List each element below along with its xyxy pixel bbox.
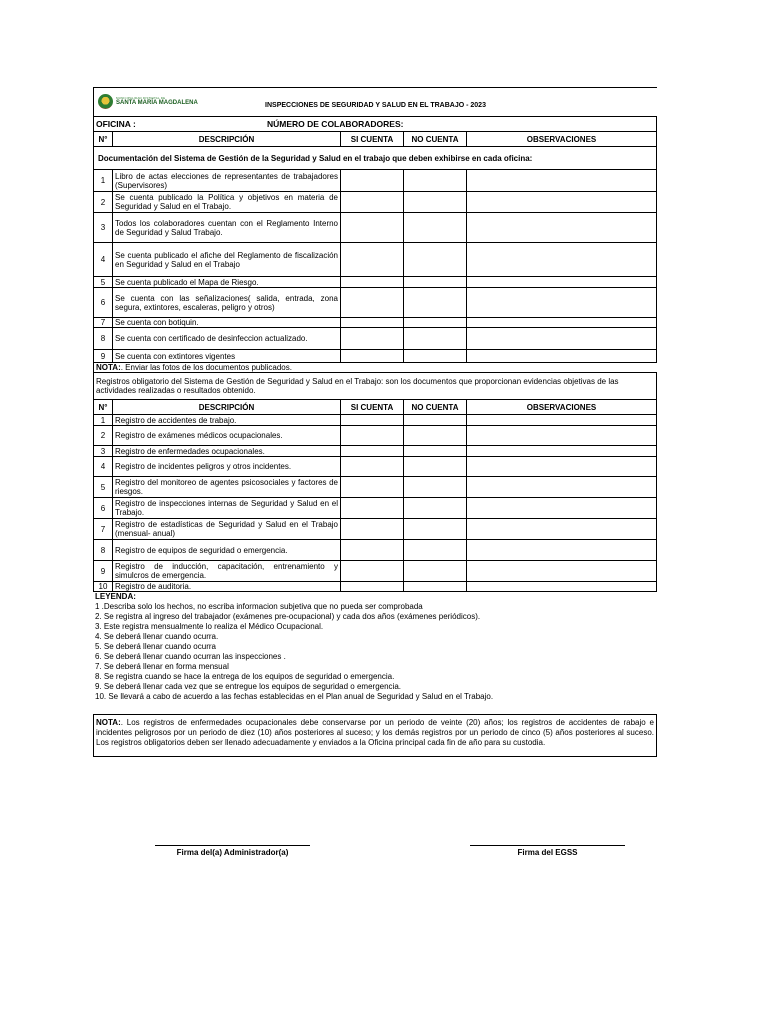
logo-caption: MUNICIPALIDAD DISTRITAL DE [116,96,166,100]
checklist-row [94,540,657,561]
row-number: 4 [94,457,113,477]
row-number: 2 [94,426,113,446]
no-cuenta-cell[interactable] [404,457,467,477]
section1-note [93,363,657,372]
legend-item: 7. Se deberá llenar en forma mensual [95,662,229,671]
col-obs: OBSERVACIONES [467,400,657,415]
no-cuenta-cell[interactable] [404,477,467,498]
signature-line [155,845,310,846]
signature-admin-label: Firma del(a) Administrador(a) [176,848,289,857]
checklist-row [94,426,657,446]
si-cuenta-cell[interactable] [341,192,404,213]
si-cuenta-cell[interactable] [341,243,404,277]
observaciones-cell[interactable] [467,350,657,363]
signature-line [470,845,625,846]
checklist-row [94,192,657,213]
observaciones-cell[interactable] [467,477,657,498]
observaciones-cell[interactable] [467,243,657,277]
row-description: Registro de auditoria. [113,582,341,592]
row-description: Se cuenta con las señalizaciones( salida, entrada, zona segura, extintores, escaleras, peligro y otros) [113,288,341,318]
row-description: Registro de exámenes médicos ocupacionales. [113,426,341,446]
col-no: NO CUENTA [404,400,467,415]
checklist-row [94,415,657,426]
row-description: Registro del monitoreo de agentes psicosociales y factores de riesgos. [113,477,341,498]
no-cuenta-cell[interactable] [404,415,467,426]
col-num: N° [94,132,113,147]
no-cuenta-cell[interactable] [404,318,467,328]
row-number: 3 [94,213,113,243]
row-description: Registro de estadísticas de Seguridad y Salud en el Trabajo (mensual- anual) [113,519,341,540]
row-number: 1 [94,170,113,192]
si-cuenta-cell[interactable] [341,498,404,519]
si-cuenta-cell[interactable] [341,170,404,192]
observaciones-cell[interactable] [467,426,657,446]
checklist-row [94,561,657,582]
si-cuenta-cell[interactable] [341,561,404,582]
si-cuenta-cell[interactable] [341,277,404,288]
note-label: NOTA: [96,363,121,372]
no-cuenta-cell[interactable] [404,561,467,582]
row-description: Se cuenta publicado el afiche del Reglamento de fiscalización en Seguridad y Salud en el Trabajo [113,243,341,277]
no-cuenta-cell[interactable] [404,213,467,243]
row-number: 2 [94,192,113,213]
signature-egss [470,845,625,857]
form-header [93,88,657,116]
legend-item: 9. Se deberá llenar cada vez que se entregue los equipos de seguridad o emergencia. [95,682,401,691]
signature-egss-label: Firma del EGSS [517,848,578,857]
col-desc: DESCRIPCIÓN [113,400,341,415]
legend-item: 1 .Describa solo los hechos, no escriba informacion subjetiva que no pueda ser comprobada [95,602,423,611]
col-no: NO CUENTA [404,132,467,147]
table-header-1 [94,132,657,147]
row-description: Libro de actas elecciones de representantes de trabajadores (Supervisores) [113,170,341,192]
collaborators-label: NÚMERO DE COLABORADORES: [267,118,404,129]
row-description: Todos los colaboradores cuentan con el Reglamento Interno de Seguridad y Salud Trabajo. [113,213,341,243]
row-description: Se cuenta publicado la Política y objetivos en materia de Seguridad y Salud en el Trabajo. [113,192,341,213]
checklist-row [94,277,657,288]
row-description: Registro de inspecciones internas de Seguridad y Salud en el Trabajo. [113,498,341,519]
si-cuenta-cell[interactable] [341,582,404,592]
observaciones-cell[interactable] [467,213,657,243]
checklist-row [94,243,657,277]
no-cuenta-cell[interactable] [404,277,467,288]
observaciones-cell[interactable] [467,192,657,213]
row-number: 9 [94,350,113,363]
row-number: 5 [94,277,113,288]
legend-item: 8. Se registra cuando se hace la entrega de los equipos de seguridad o emergencia. [95,672,395,681]
section1-heading: Documentación del Sistema de Gestión de la Seguridad y Salud en el trabajo que deben exhibirse en cada oficina: [94,147,657,170]
legend-item: 4. Se deberá llenar cuando ocurra. [95,632,219,641]
checklist-row [94,519,657,540]
final-note-label: NOTA: [96,718,121,727]
checklist-row [94,213,657,243]
office-table [93,116,657,363]
table-header-2 [94,400,657,415]
row-description: Registro de accidentes de trabajo. [113,415,341,426]
legend-item: 6. Se deberá llenar cuando ocurran las inspecciones . [95,652,286,661]
section1-rows [94,170,657,363]
legend-item: 3. Este registra mensualmente lo realiza el Médico Ocupacional. [95,622,324,631]
row-description: Se cuenta con certificado de desinfeccion actualizado. [113,328,341,350]
office-label: OFICINA : [96,118,136,129]
col-yes: SI CUENTA [341,132,404,147]
observaciones-cell[interactable] [467,170,657,192]
row-number: 10 [94,582,113,592]
si-cuenta-cell[interactable] [341,519,404,540]
si-cuenta-cell[interactable] [341,446,404,457]
registers-table [93,372,657,592]
col-yes: SI CUENTA [341,400,404,415]
legend-item: 5. Se deberá llenar cuando ocurra [95,642,216,651]
row-number: 1 [94,415,113,426]
si-cuenta-cell[interactable] [341,540,404,561]
checklist-row [94,318,657,328]
no-cuenta-cell[interactable] [404,170,467,192]
no-cuenta-cell[interactable] [404,519,467,540]
row-number: 6 [94,498,113,519]
row-number: 8 [94,540,113,561]
row-number: 7 [94,519,113,540]
row-description: Registro de enfermedades ocupacionales. [113,446,341,457]
no-cuenta-cell[interactable] [404,540,467,561]
observaciones-cell[interactable] [467,540,657,561]
no-cuenta-cell[interactable] [404,498,467,519]
document-title: INSPECCIONES DE SEGURIDAD Y SALUD EN EL TRABAJO - 2023 [265,102,486,109]
checklist-row [94,446,657,457]
row-description: Registro de inducción, capacitación, entrenamiento y simulcros de emergencia. [113,561,341,582]
no-cuenta-cell[interactable] [404,192,467,213]
observaciones-cell[interactable] [467,288,657,318]
row-description: Se cuenta publicado el Mapa de Riesgo. [113,277,341,288]
no-cuenta-cell[interactable] [404,426,467,446]
checklist-row [94,498,657,519]
final-note [93,714,657,757]
row-number: 4 [94,243,113,277]
observaciones-cell[interactable] [467,457,657,477]
col-obs: OBSERVACIONES [467,132,657,147]
section2-intro: Registros obligatorio del Sistema de Gestión de Seguridad y Salud en el Trabajo: son los documentos que proporcionan evidencias objetivas de las actividades realizadas o resultados obtenido. [94,373,657,400]
row-number: 3 [94,446,113,457]
observaciones-cell[interactable] [467,498,657,519]
legend [93,592,657,702]
no-cuenta-cell[interactable] [404,328,467,350]
observaciones-cell[interactable] [467,519,657,540]
row-description: Se cuenta con botiquin. [113,318,341,328]
logo-name: SANTA MARÍA MAGDALENA [116,99,198,106]
observaciones-cell[interactable] [467,328,657,350]
row-description: Registro de equipos de seguridad o emergencia. [113,540,341,561]
row-number: 8 [94,328,113,350]
office-row [94,117,657,132]
signature-admin [155,845,310,857]
si-cuenta-cell[interactable] [341,426,404,446]
observaciones-cell[interactable] [467,561,657,582]
observaciones-cell[interactable] [467,318,657,328]
si-cuenta-cell[interactable] [341,477,404,498]
row-number: 9 [94,561,113,582]
checklist-row [94,457,657,477]
note-text: . Enviar las fotos de los documentos publicados. [120,363,292,372]
si-cuenta-cell[interactable] [341,415,404,426]
col-desc: DESCRIPCIÓN [113,132,341,147]
checklist-row [94,582,657,592]
col-num: N° [94,400,113,415]
inspection-form [93,87,657,757]
section2-rows [94,415,657,592]
no-cuenta-cell[interactable] [404,243,467,277]
row-number: 7 [94,318,113,328]
si-cuenta-cell[interactable] [341,288,404,318]
row-number: 6 [94,288,113,318]
legend-title: LEYENDA: [95,592,136,601]
legend-item: 2. Se registra al ingreso del trabajador (exámenes pre-ocupacional) y cada dos años (exámenes periódicos). [95,612,481,621]
observaciones-cell[interactable] [467,415,657,426]
checklist-row [94,288,657,318]
observaciones-cell[interactable] [467,446,657,457]
checklist-row [94,477,657,498]
si-cuenta-cell[interactable] [341,213,404,243]
legend-item: 10. Se llevará a cabo de acuerdo a las fechas establecidas en el Plan anual de Seguridad y Salud en el Trabajo. [95,692,494,701]
observaciones-cell[interactable] [467,277,657,288]
checklist-row [94,170,657,192]
no-cuenta-cell[interactable] [404,582,467,592]
legend-items [95,602,657,702]
si-cuenta-cell[interactable] [341,318,404,328]
no-cuenta-cell[interactable] [404,288,467,318]
row-description: Registro de incidentes peligros y otros incidentes. [113,457,341,477]
si-cuenta-cell[interactable] [341,457,404,477]
checklist-row [94,328,657,350]
si-cuenta-cell[interactable] [341,328,404,350]
observaciones-cell[interactable] [467,582,657,592]
no-cuenta-cell[interactable] [404,350,467,363]
checklist-row [94,350,657,363]
row-description: Se cuenta con extintores vigentes [113,350,341,363]
no-cuenta-cell[interactable] [404,446,467,457]
row-number: 5 [94,477,113,498]
final-note-text: . Los registros de enfermedades ocupacionales debe conservarse por un periodo de veinte (20) años; los registros de accidentes de rabajo e incidentes peligrosos por un periodo de diez (10) años posteriores al suceso; y los demás registros por un periodo de cinco (5) años posteriores al suceso. Los registros obligatorios deben ser llenado adecuadamente y enviados a la Oficina principal cada fin de año para su custodia. [96,718,654,747]
si-cuenta-cell[interactable] [341,350,404,363]
